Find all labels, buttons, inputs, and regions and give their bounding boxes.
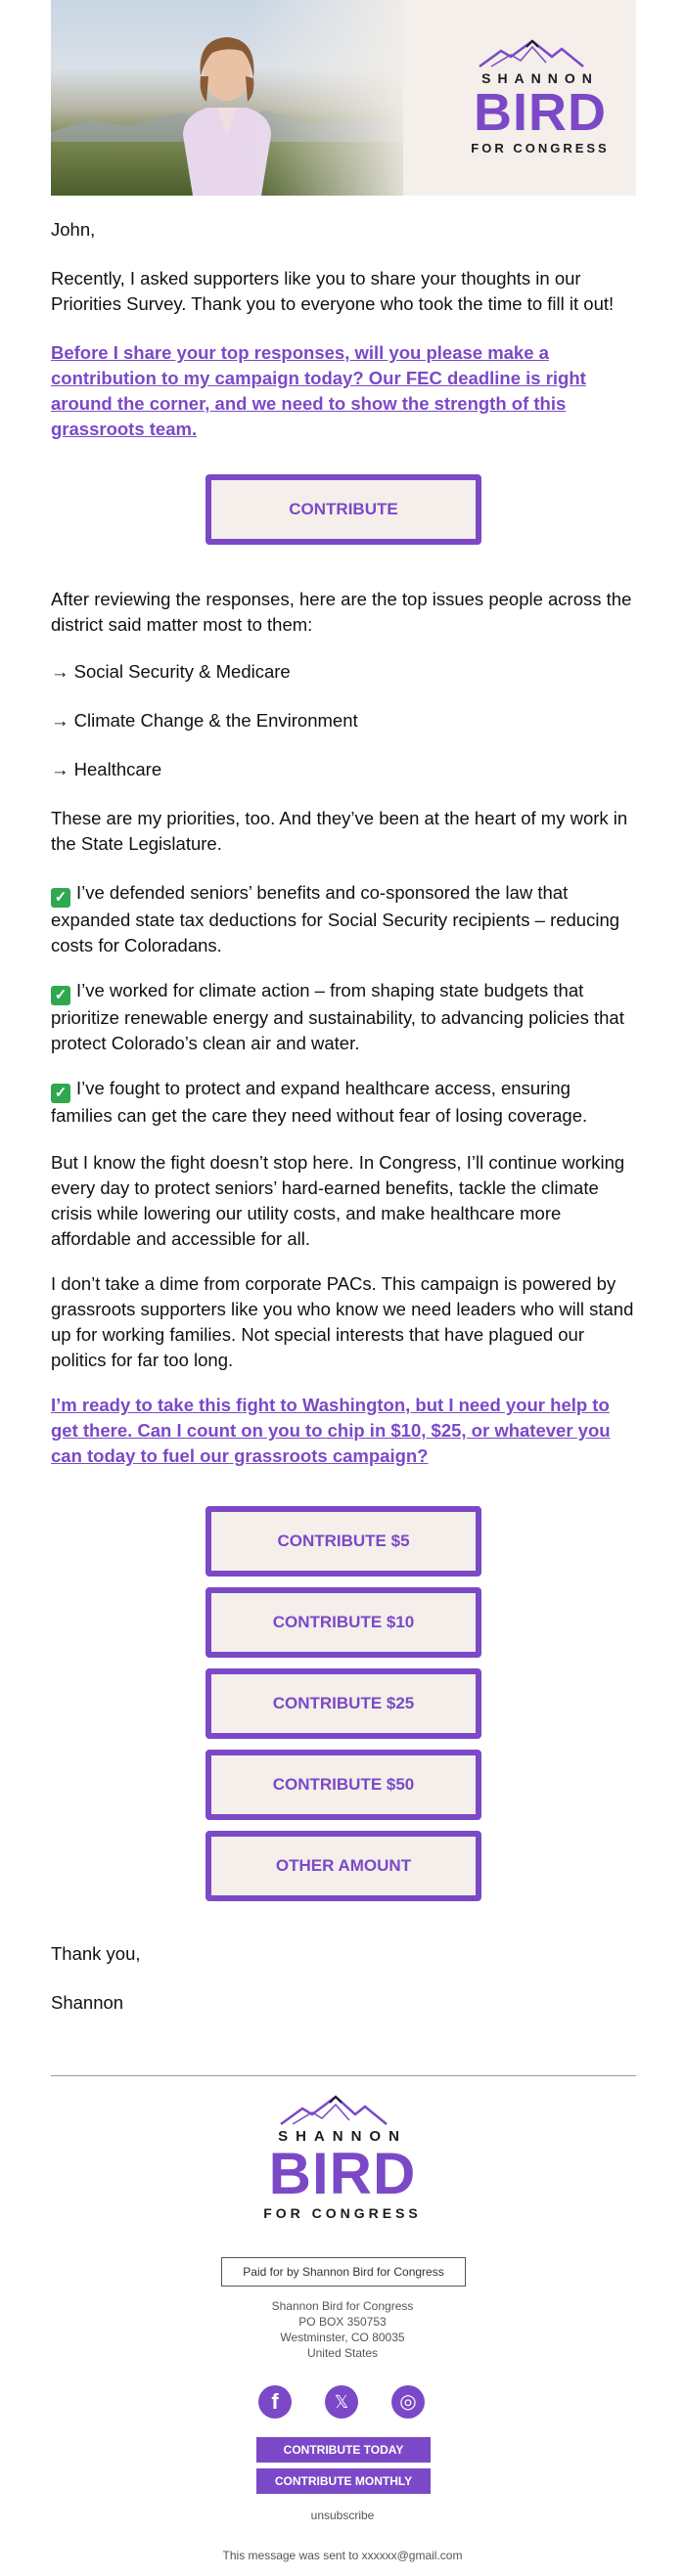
address-line: Westminster, CO 80035 xyxy=(280,2331,405,2344)
mountain-logo-icon xyxy=(442,37,636,68)
mountain-logo-icon xyxy=(240,2093,445,2126)
address-line: Shannon Bird for Congress xyxy=(271,2299,414,2313)
facebook-icon[interactable]: f xyxy=(258,2385,292,2419)
issue-item: → Climate Change & the Environment xyxy=(51,710,358,731)
check-item: ✓ I’ve fought to protect and expand healthcare access, ensuring families can get the care they need without fear of losing coverage. xyxy=(51,1078,588,1126)
footer-logo xyxy=(240,2093,445,2221)
paid-for-disclaimer: Paid for by Shannon Bird for Congress xyxy=(221,2257,466,2287)
contribute-50-button[interactable]: CONTRIBUTE $50 xyxy=(206,1750,481,1820)
cta-link-paragraph-2 xyxy=(51,1393,636,1469)
paragraph-responses: After reviewing the responses, here are the top issues people across the district said matter most to them: xyxy=(51,589,632,635)
contribute-monthly-button[interactable]: CONTRIBUTE MONTHLY xyxy=(256,2468,431,2494)
paragraph-survey: Recently, I asked supporters like you to share your thoughts in our Priorities Survey. Thank you to everyone who took the time to fill it out! xyxy=(51,268,615,314)
signature: Shannon xyxy=(51,1992,124,2013)
paragraph-fight: But I know the fight doesn’t stop here. In Congress, I’ll continue working every day to protect seniors’ hard-earned benefits, tackle the climate crisis while lowering our utility costs, and make healthcare more affordable and accessible for all. xyxy=(51,1152,625,1249)
unsubscribe-link[interactable]: unsubscribe xyxy=(310,2509,375,2522)
other-amount-button[interactable]: OTHER AMOUNT xyxy=(206,1831,481,1901)
sent-to-notice: This message was sent to xxxxxx@gmail.com xyxy=(222,2549,463,2562)
greeting: John, xyxy=(51,219,96,240)
contribute-button[interactable]: CONTRIBUTE xyxy=(206,474,481,545)
issue-item: → Social Security & Medicare xyxy=(51,661,291,682)
logo-name-bird: BIRD xyxy=(268,2141,417,2206)
contribute-5-button[interactable]: CONTRIBUTE $5 xyxy=(206,1506,481,1577)
paragraph-pacs: I don’t take a dime from corporate PACs. This campaign is powered by grassroots supporters like you who know we need leaders who will stand up for working families. Not special interests that have plagued our politics for far too long. xyxy=(51,1273,634,1370)
logo-tagline: FOR CONGRESS xyxy=(263,2205,422,2221)
contribute-today-button[interactable]: CONTRIBUTE TODAY xyxy=(256,2437,431,2463)
x-icon[interactable]: 𝕏 xyxy=(325,2385,358,2419)
contribution-link[interactable]: Before I share your top responses, will you please make a contribution to my campaign today? Our FEC deadline is right around the corner, and we need to show the strength of this grassroots team. xyxy=(51,342,586,439)
header-banner xyxy=(51,0,636,196)
contribute-25-button[interactable]: CONTRIBUTE $25 xyxy=(206,1668,481,1739)
address-line: United States xyxy=(306,2346,379,2360)
logo-tagline: FOR CONGRESS xyxy=(471,141,610,155)
instagram-icon[interactable]: ◎ xyxy=(391,2385,425,2419)
paragraph-priorities: These are my priorities, too. And they’ve been at the heart of my work in the State Legislature. xyxy=(51,808,628,854)
contribute-10-button[interactable]: CONTRIBUTE $10 xyxy=(206,1587,481,1658)
cta-link-paragraph xyxy=(51,340,636,442)
chip-in-link[interactable]: I’m ready to take this fight to Washington, but I need your help to get there. Can I count on you to chip in $10, $25, or whatever you can today to fuel our grassroots campaign? xyxy=(51,1395,611,1466)
logo-name-bird: BIRD xyxy=(474,83,607,142)
logo-name-top: SHANNON xyxy=(278,2128,407,2145)
checkmark-icon: ✓ xyxy=(51,1084,70,1103)
check-item: ✓ I’ve defended seniors’ benefits and co-sponsored the law that expanded state tax deductions for Social Security recipients – reducing costs for Coloradans. xyxy=(51,882,620,955)
footer-divider xyxy=(51,2075,636,2076)
header-logo xyxy=(442,37,636,155)
checkmark-icon: ✓ xyxy=(51,986,70,1005)
address-line: PO BOX 350753 xyxy=(298,2315,387,2329)
signoff: Thank you, xyxy=(51,1943,141,1964)
checkmark-icon: ✓ xyxy=(51,888,70,908)
issue-item: → Healthcare xyxy=(51,759,162,779)
logo-name-top: SHANNON xyxy=(481,70,599,86)
check-item: ✓ I’ve worked for climate action – from shaping state budgets that prioritize renewable energy and sustainability, to advancing policies that protect Colorado’s clean air and water. xyxy=(51,980,624,1053)
